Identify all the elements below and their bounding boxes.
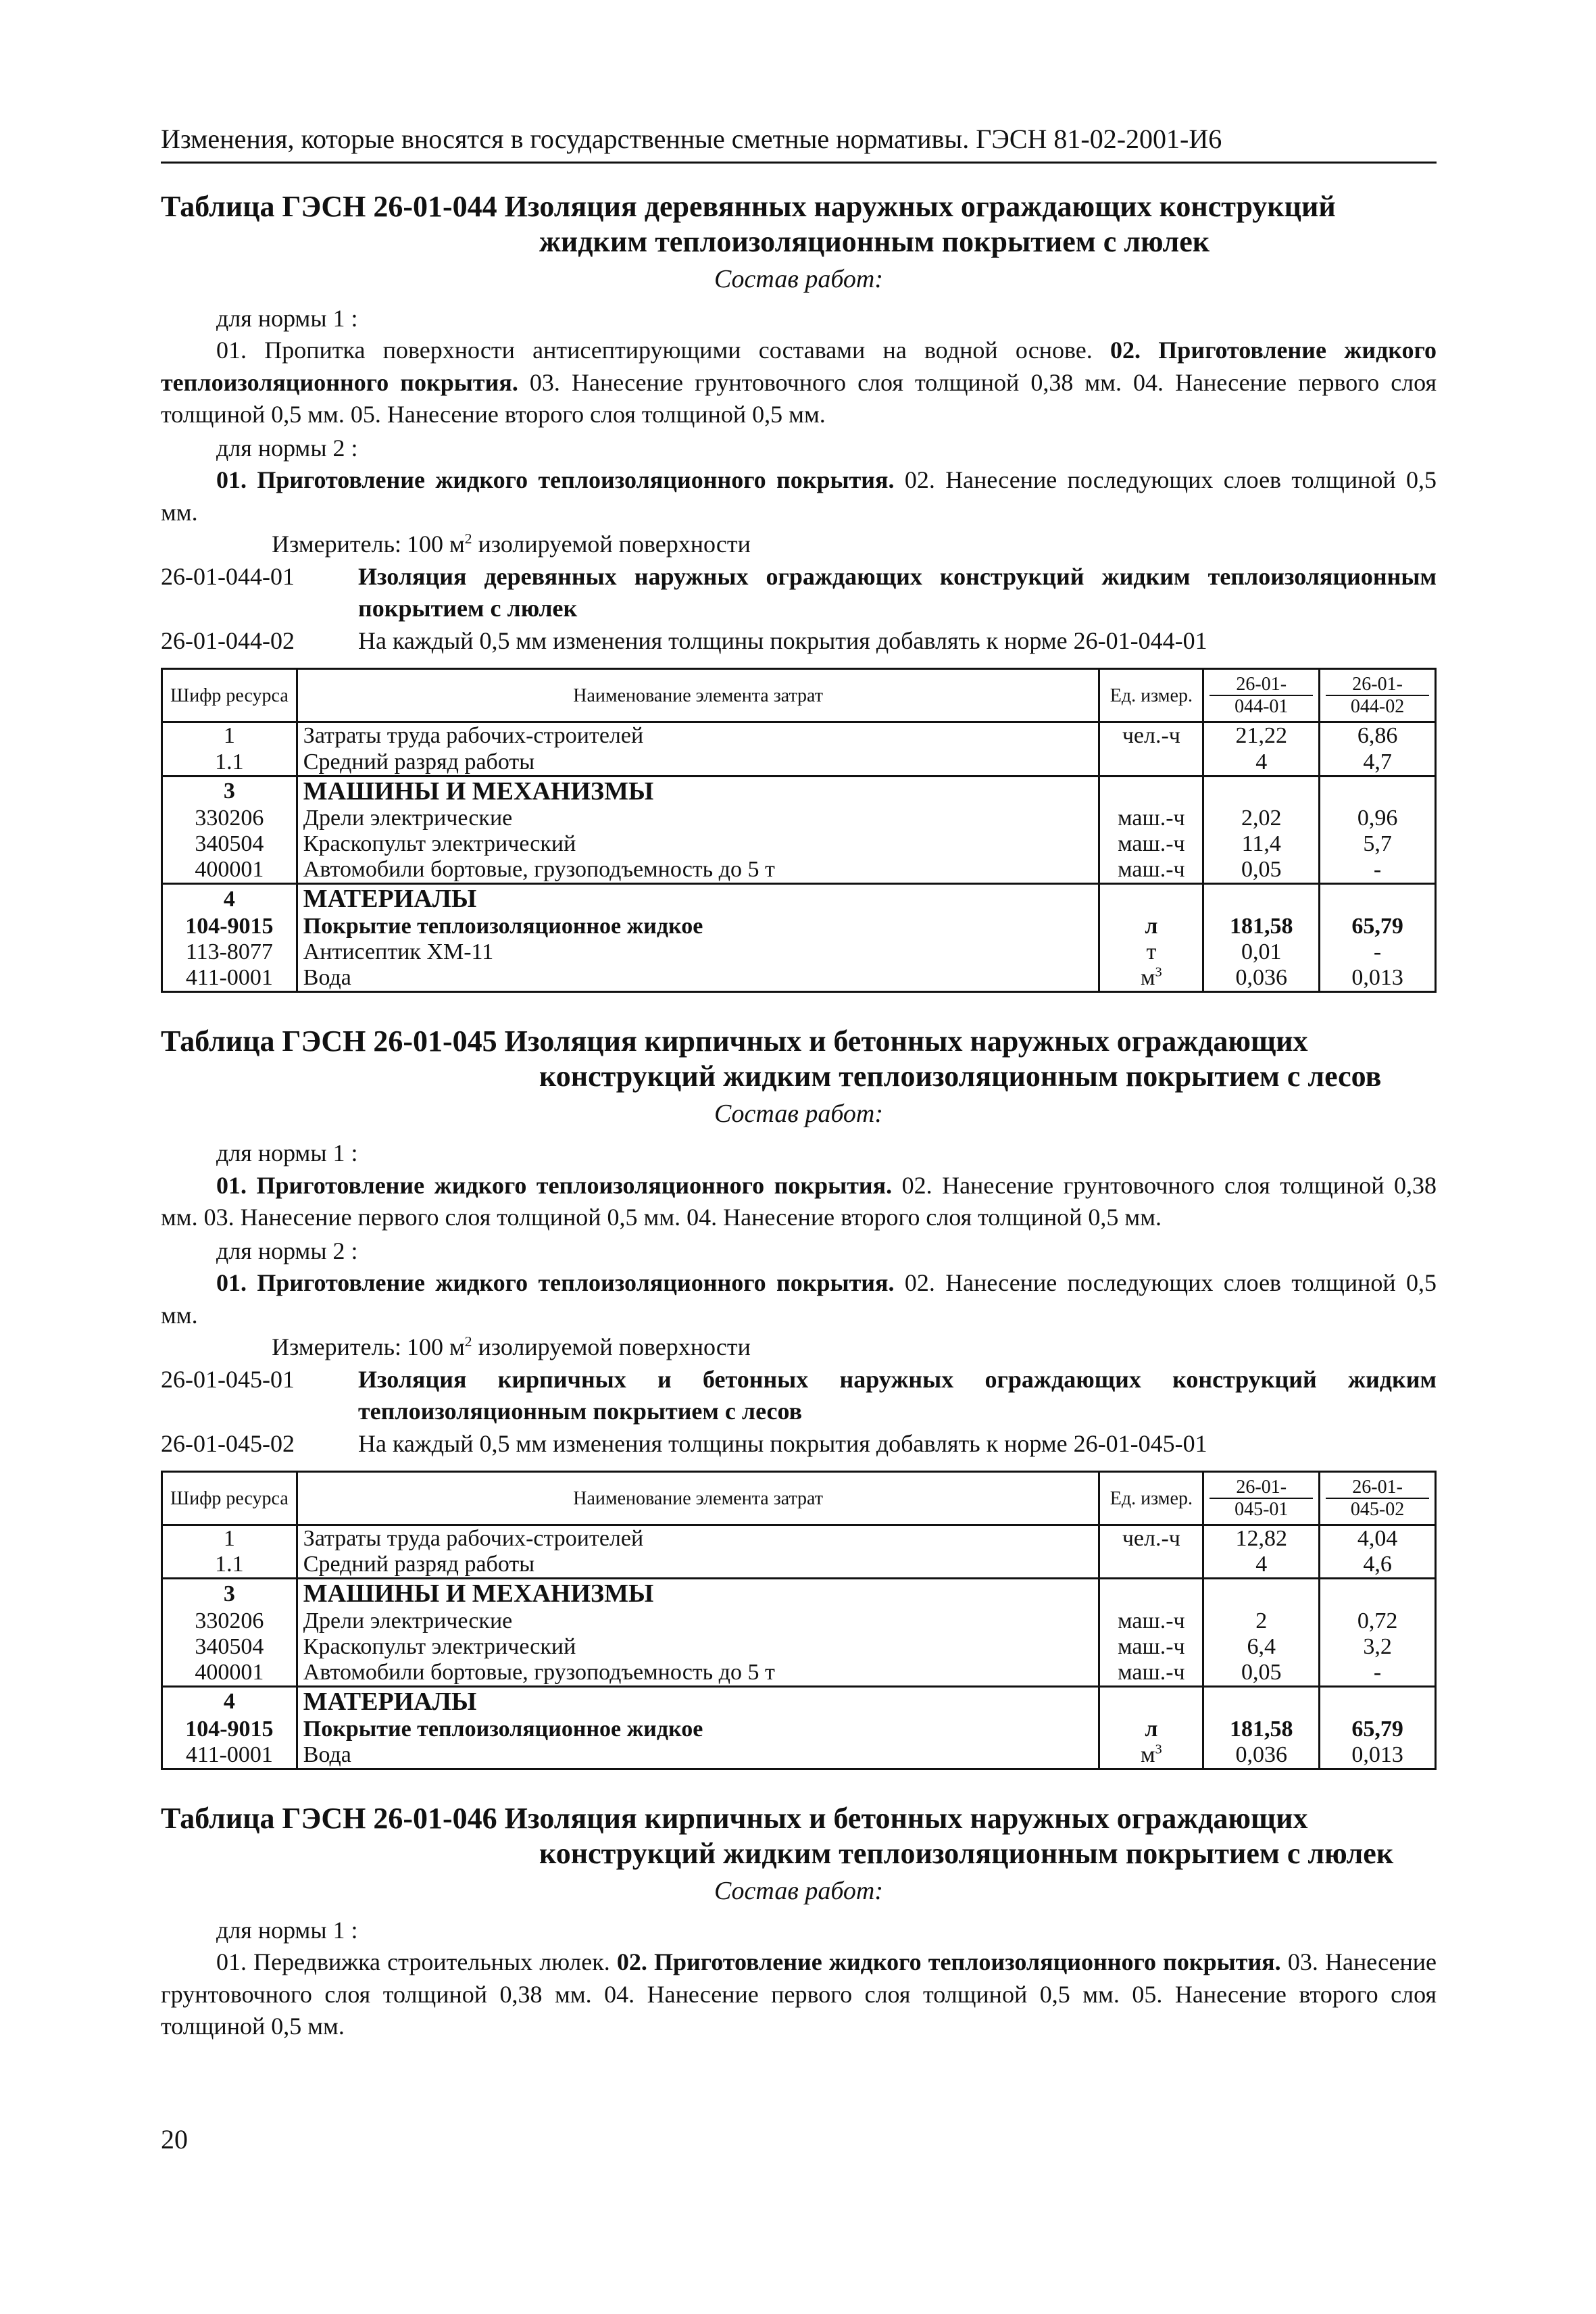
norm-value-cell: 0,05 <box>1203 857 1320 884</box>
unit-cell <box>1099 1579 1203 1608</box>
unit-cell <box>1099 1742 1203 1769</box>
table-row <box>162 1687 1436 1717</box>
cost-element-name-cell: МАТЕРИАЛЫ <box>297 884 1099 914</box>
header-norm-column <box>1203 669 1320 722</box>
unit-cell <box>1099 1660 1203 1687</box>
norm1-text-part: 01. Передвижка строительных люлек. <box>216 1948 617 1976</box>
resource-code-cell: 4 <box>162 884 297 914</box>
table-row <box>162 1634 1436 1660</box>
section-title-line1: Таблица ГЭСН 26-01-046 Изоляция кирпичных и бетонных наружных ограждающих <box>161 1801 1308 1835</box>
measurement-label: Измеритель: <box>272 1333 401 1361</box>
header-unit: Ед. измер. <box>1099 1472 1203 1525</box>
unit-text: маш.-ч <box>1118 1634 1185 1660</box>
cost-element-name-cell: Затраты труда рабочих-строителей <box>297 722 1099 749</box>
resource-code-cell: 400001 <box>162 1660 297 1687</box>
norm-code-description: На каждый 0,5 мм изменения толщины покрытия добавлять к норме 26-01-045-01 <box>358 1429 1207 1457</box>
resource-code-cell: 4 <box>162 1687 297 1717</box>
table-row <box>162 1717 1436 1742</box>
cost-element-name-cell: Вода <box>297 1742 1099 1769</box>
sections-container <box>161 189 1437 2043</box>
norm1-label: для нормы 1 : <box>216 1139 358 1167</box>
table-row <box>162 1608 1436 1634</box>
unit-cell <box>1099 1608 1203 1634</box>
unit-text: т <box>1146 939 1157 964</box>
cost-element-name-cell: Антисептик ХМ-11 <box>297 939 1099 965</box>
unit-text: маш.-ч <box>1118 1608 1185 1633</box>
cost-element-name-cell: Краскопульт электрический <box>297 831 1099 857</box>
resource-code-cell: 1.1 <box>162 1552 297 1579</box>
header-norm-part1: 26-01- <box>1326 674 1429 696</box>
header-cost-element-name: Наименование элемента затрат <box>297 669 1099 722</box>
section-title-line2: конструкций жидким теплоизоляционным покрытием с лесов <box>539 1060 1382 1093</box>
unit-cell <box>1099 1552 1203 1579</box>
table-row <box>162 857 1436 884</box>
cost-element-name-cell: Средний разряд работы <box>297 749 1099 777</box>
resource-code-cell: 411-0001 <box>162 965 297 992</box>
unit-text: л <box>1145 913 1158 939</box>
table-row <box>162 1742 1436 1769</box>
norm-value-cell <box>1203 884 1320 914</box>
norm1-text-part: 01. Приготовление жидкого теплоизоляционного покрытия. <box>216 1171 893 1199</box>
resource-code-cell: 340504 <box>162 831 297 857</box>
resource-code-cell: 3 <box>162 1579 297 1608</box>
measurement-unit <box>161 1331 1437 1364</box>
table-section <box>161 189 1437 993</box>
unit-cell <box>1099 939 1203 965</box>
norm-value-cell: 12,82 <box>1203 1525 1320 1552</box>
section-title-line1: Таблица ГЭСН 26-01-045 Изоляция кирпичных и бетонных наружных ограждающих <box>161 1025 1308 1058</box>
measurement-unit <box>161 528 1437 561</box>
table-row <box>162 1525 1436 1552</box>
header-norm-part2: 044-02 <box>1350 696 1405 718</box>
norm1-text-part: 03. Нанесение грунтовочного слоя толщиной 0,38 мм. 04. Нанесение первого слоя толщиной 0,5 мм. 05. Нанесение второго слоя толщиной 0,5 мм. <box>161 1948 1437 2040</box>
table-row <box>162 914 1436 939</box>
cost-element-name-cell: Покрытие теплоизоляционное жидкое <box>297 914 1099 939</box>
unit-cell <box>1099 776 1203 806</box>
cost-element-name-cell: Автомобили бортовые, грузоподъемность до 5 т <box>297 1660 1099 1687</box>
resource-code-cell: 411-0001 <box>162 1742 297 1769</box>
norm1-text-part: 02. Приготовление жидкого теплоизоляционного покрытия. <box>616 1948 1281 1976</box>
norm-value-cell: 4,6 <box>1320 1552 1436 1579</box>
section-title <box>161 1024 1437 1094</box>
norm-value-cell: 0,013 <box>1320 965 1436 992</box>
section-title <box>161 189 1437 260</box>
norm2-text-part: 01. Приготовление жидкого теплоизоляционного покрытия. <box>216 1269 895 1297</box>
unit-text: маш.-ч <box>1118 1660 1185 1685</box>
unit-cell <box>1099 857 1203 884</box>
norm1-description <box>161 1170 1437 1234</box>
unit-cell <box>1099 1717 1203 1742</box>
header-resource-code: Шифр ресурса <box>162 669 297 722</box>
norm-value-cell: 4,04 <box>1320 1525 1436 1552</box>
unit-text: м <box>1141 1742 1155 1767</box>
unit-cell <box>1099 1634 1203 1660</box>
norm-value-cell <box>1320 1687 1436 1717</box>
norm-code: 26-01-044-02 <box>161 626 295 654</box>
resource-code-cell: 330206 <box>162 1608 297 1634</box>
cost-element-name-cell: Краскопульт электрический <box>297 1634 1099 1660</box>
table-row <box>162 1552 1436 1579</box>
resource-code-cell: 104-9015 <box>162 914 297 939</box>
unit-text: чел.-ч <box>1122 723 1180 749</box>
table-row <box>162 965 1436 992</box>
norm-value-cell: 0,01 <box>1203 939 1320 965</box>
norm2-label: для нормы 2 : <box>216 434 358 462</box>
norm1-description <box>161 1946 1437 2043</box>
norm-value-cell <box>1203 1687 1320 1717</box>
table-row <box>162 749 1436 777</box>
table-row <box>162 939 1436 965</box>
norm1-text-part: 02. Нанесение грунтовочного слоя толщиной 0,38 мм. 03. Нанесение первого слоя толщиной 0,5 мм. 04. Нанесение второго слоя толщиной 0,5 мм. <box>161 1171 1437 1231</box>
norm-value-cell: 0,72 <box>1320 1608 1436 1634</box>
unit-cell <box>1099 806 1203 831</box>
norm-value-cell: 0,013 <box>1320 1742 1436 1769</box>
unit-text: маш.-ч <box>1118 831 1185 857</box>
resource-code-cell: 1 <box>162 1525 297 1552</box>
table-row <box>162 722 1436 749</box>
measurement-superscript: 2 <box>464 1333 472 1350</box>
norm-value-cell: 0,05 <box>1203 1660 1320 1687</box>
section-title-line1: Таблица ГЭСН 26-01-044 Изоляция деревянных наружных ограждающих конструкций <box>161 189 1336 223</box>
cost-element-name-cell: Дрели электрические <box>297 1608 1099 1634</box>
resource-code-cell: 104-9015 <box>162 1717 297 1742</box>
unit-cell <box>1099 749 1203 777</box>
header-norm-column <box>1203 1472 1320 1525</box>
work-composition-label: Состав работ: <box>714 1876 884 1905</box>
table-row <box>162 1660 1436 1687</box>
norm-value-cell: 4,7 <box>1320 749 1436 777</box>
norm1-text-part: 03. Нанесение грунтовочного слоя толщиной 0,38 мм. 04. Нанесение первого слоя толщиной 0,5 мм. 05. Нанесение второго слоя толщиной 0,5 мм. <box>161 368 1437 428</box>
norm-value-cell: 21,22 <box>1203 722 1320 749</box>
norm2-text-part: 02. Нанесение последующих слоев толщиной 0,5 мм. <box>161 1269 1437 1329</box>
norm2-text-part: 01. Приготовление жидкого теплоизоляционного покрытия. <box>216 466 895 494</box>
unit-cell <box>1099 884 1203 914</box>
header-norm-part1: 26-01- <box>1210 1477 1313 1499</box>
measurement-rest: изолируемой поверхности <box>472 531 751 558</box>
unit-cell <box>1099 831 1203 857</box>
unit-superscript: 3 <box>1155 964 1162 980</box>
resource-code-cell: 340504 <box>162 1634 297 1660</box>
norm-value-cell: 4 <box>1203 1552 1320 1579</box>
norm-code-description: Изоляция кирпичных и бетонных наружных ограждающих конструкций жидким теплоизоляционным покрытием с лесов <box>358 1365 1437 1425</box>
page-number: 20 <box>161 2124 188 2155</box>
norm2-label: для нормы 2 : <box>216 1237 358 1264</box>
header-norm-part2: 045-02 <box>1350 1499 1405 1521</box>
header-norm-part2: 045-01 <box>1235 1499 1289 1521</box>
resource-code-cell: 3 <box>162 776 297 806</box>
header-resource-code: Шифр ресурса <box>162 1472 297 1525</box>
norm-code: 26-01-045-01 <box>161 1365 295 1393</box>
measurement-value: 100 м <box>407 1333 465 1361</box>
norm2-text-part: 02. Нанесение последующих слоев толщиной 0,5 мм. <box>161 466 1437 526</box>
table-row <box>162 776 1436 806</box>
norm-value-cell: 0,036 <box>1203 965 1320 992</box>
header-norm-column <box>1320 1472 1436 1525</box>
section-title <box>161 1801 1437 1871</box>
unit-cell <box>1099 722 1203 749</box>
norm-value-cell: - <box>1320 1660 1436 1687</box>
norm2-description <box>161 464 1437 528</box>
norm-value-cell: 4 <box>1203 749 1320 777</box>
cost-element-name-cell: Вода <box>297 965 1099 992</box>
cost-element-name-cell: МАШИНЫ И МЕХАНИЗМЫ <box>297 1579 1099 1608</box>
work-composition-label: Состав работ: <box>714 1099 884 1128</box>
unit-text: чел.-ч <box>1122 1526 1180 1552</box>
measurement-rest: изолируемой поверхности <box>472 1333 751 1361</box>
resource-table <box>161 668 1437 993</box>
work-composition-label: Состав работ: <box>714 264 884 293</box>
norm-value-cell: 2,02 <box>1203 806 1320 831</box>
norm-value-cell: 2 <box>1203 1608 1320 1634</box>
norm-value-cell: 0,96 <box>1320 806 1436 831</box>
norm-code-line <box>161 1428 1437 1460</box>
unit-text: маш.-ч <box>1118 857 1185 883</box>
unit-cell <box>1099 965 1203 992</box>
table-row <box>162 1579 1436 1608</box>
norm-value-cell: 65,79 <box>1320 1717 1436 1742</box>
resource-table <box>161 1471 1437 1770</box>
cost-element-name-cell: Средний разряд работы <box>297 1552 1099 1579</box>
unit-text: маш.-ч <box>1118 806 1185 831</box>
norm-code-line <box>161 561 1437 625</box>
norm-value-cell <box>1203 776 1320 806</box>
page-header: Изменения, которые вносятся в государственные сметные нормативы. ГЭСН 81-02-2001-И6 <box>161 122 1437 164</box>
norm-value-cell <box>1203 1579 1320 1608</box>
table-row <box>162 806 1436 831</box>
unit-cell <box>1099 1525 1203 1552</box>
cost-element-name-cell: Покрытие теплоизоляционное жидкое <box>297 1717 1099 1742</box>
norm-value-cell <box>1320 1579 1436 1608</box>
section-title-line2: жидким теплоизоляционным покрытием с люлек <box>539 224 1210 258</box>
norm1-text-part: 01. Пропитка поверхности антисептирующими составами на водной основе. <box>216 337 1111 364</box>
table-section <box>161 1801 1437 2043</box>
table-row <box>162 831 1436 857</box>
cost-element-name-cell: МАТЕРИАЛЫ <box>297 1687 1099 1717</box>
unit-superscript: 3 <box>1155 1742 1162 1757</box>
resource-code-cell: 113-8077 <box>162 939 297 965</box>
header-cost-element-name: Наименование элемента затрат <box>297 1472 1099 1525</box>
cost-element-name-cell: Затраты труда рабочих-строителей <box>297 1525 1099 1552</box>
unit-text: м <box>1141 965 1155 991</box>
norm-code: 26-01-044-01 <box>161 562 295 590</box>
resource-code-cell: 330206 <box>162 806 297 831</box>
norm-value-cell: 3,2 <box>1320 1634 1436 1660</box>
measurement-superscript: 2 <box>464 531 472 547</box>
section-title-line2: конструкций жидким теплоизоляционным покрытием с люлек <box>539 1836 1394 1870</box>
cost-element-name-cell: Автомобили бортовые, грузоподъемность до 5 т <box>297 857 1099 884</box>
document-page <box>161 122 1437 2043</box>
norm-value-cell <box>1320 776 1436 806</box>
norm-value-cell: 5,7 <box>1320 831 1436 857</box>
norm-code-description: Изоляция деревянных наружных ограждающих конструкций жидким теплоизоляционным покрытием с люлек <box>358 562 1437 622</box>
header-norm-column <box>1320 669 1436 722</box>
header-norm-part1: 26-01- <box>1210 674 1313 696</box>
norm1-label: для нормы 1 : <box>216 304 358 332</box>
norm-value-cell: 0,036 <box>1203 1742 1320 1769</box>
norm-value-cell: 181,58 <box>1203 1717 1320 1742</box>
norm-value-cell: 65,79 <box>1320 914 1436 939</box>
unit-text: л <box>1145 1716 1158 1742</box>
norm-code-description: На каждый 0,5 мм изменения толщины покрытия добавлять к норме 26-01-044-01 <box>358 626 1207 654</box>
resource-code-cell: 1 <box>162 722 297 749</box>
norm-code-line <box>161 1364 1437 1428</box>
unit-cell <box>1099 914 1203 939</box>
norm-code: 26-01-045-02 <box>161 1429 295 1457</box>
table-row <box>162 884 1436 914</box>
header-unit: Ед. измер. <box>1099 669 1203 722</box>
norm-code-line <box>161 625 1437 658</box>
table-section <box>161 1024 1437 1770</box>
norm1-description <box>161 335 1437 431</box>
norm-value-cell: 181,58 <box>1203 914 1320 939</box>
resource-code-cell: 400001 <box>162 857 297 884</box>
measurement-value: 100 м <box>407 531 465 558</box>
unit-cell <box>1099 1687 1203 1717</box>
norm-value-cell: - <box>1320 857 1436 884</box>
norm-value-cell: 6,4 <box>1203 1634 1320 1660</box>
norm-value-cell: 11,4 <box>1203 831 1320 857</box>
cost-element-name-cell: Дрели электрические <box>297 806 1099 831</box>
norm1-label: для нормы 1 : <box>216 1916 358 1944</box>
norm-value-cell: - <box>1320 939 1436 965</box>
table-header-row <box>162 669 1436 722</box>
header-norm-part2: 044-01 <box>1235 696 1289 718</box>
norm2-description <box>161 1267 1437 1331</box>
header-norm-part1: 26-01- <box>1326 1477 1429 1499</box>
resource-code-cell: 1.1 <box>162 749 297 777</box>
measurement-label: Измеритель: <box>272 531 401 558</box>
norm-value-cell <box>1320 884 1436 914</box>
table-header-row <box>162 1472 1436 1525</box>
norm1-text-part: 02. Приготовление жидкого теплоизоляционного покрытия. <box>161 337 1437 396</box>
cost-element-name-cell: МАШИНЫ И МЕХАНИЗМЫ <box>297 776 1099 806</box>
norm-value-cell: 6,86 <box>1320 722 1436 749</box>
